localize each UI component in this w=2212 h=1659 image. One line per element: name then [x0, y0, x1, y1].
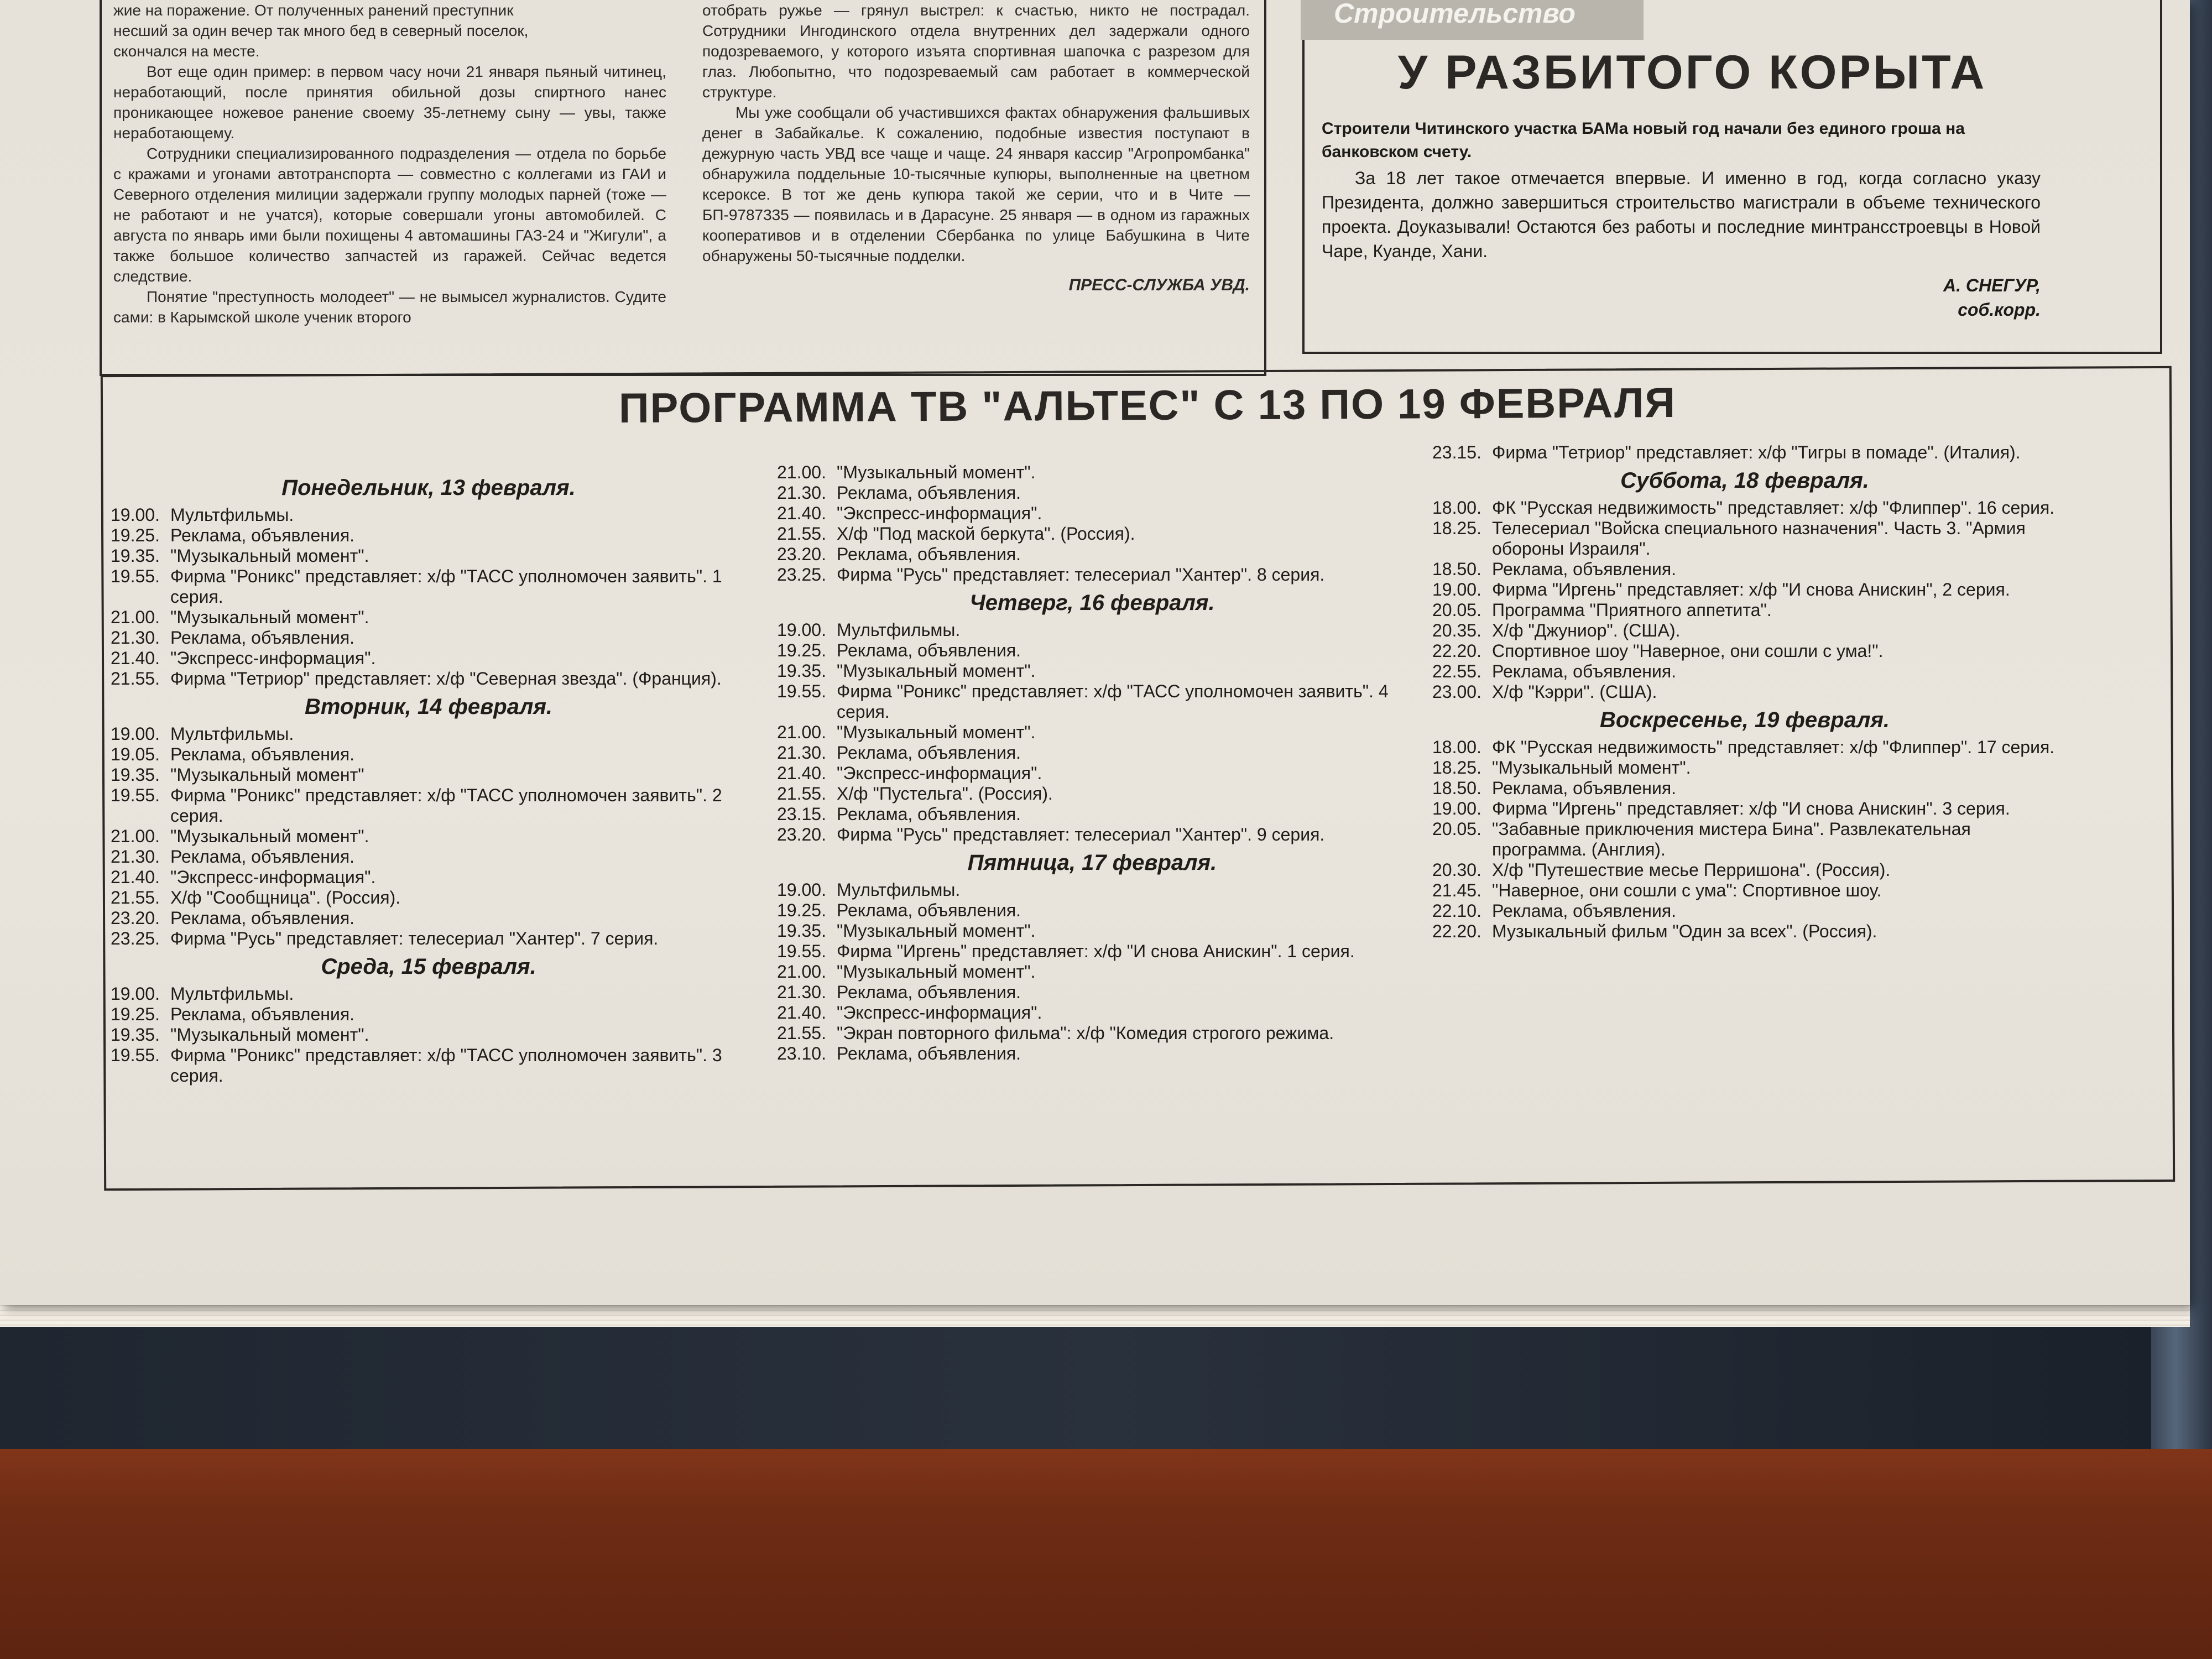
schedule-time: 23.15. — [1432, 442, 1481, 462]
schedule-time: 21.00. — [777, 462, 826, 482]
schedule-list — [111, 505, 747, 689]
schedule-description: "Забавные приключения мистера Бина". Развлекательная программа. (Англия). — [1492, 819, 1971, 859]
schedule-time: 22.20. — [1432, 921, 1481, 941]
schedule-description: Х/ф "Джуниор". (США). — [1492, 620, 1681, 640]
schedule-item — [1432, 758, 2057, 778]
schedule-item — [777, 483, 1407, 503]
day-sunday — [1432, 710, 2057, 942]
press-service-signature: ПРЕСС-СЛУЖБА УВД. — [1068, 276, 1250, 294]
tv-column-2 — [777, 462, 1407, 1064]
schedule-item — [1432, 641, 2057, 661]
schedule-description: Фирма "Тетриор" представляет: х/ф "Тигры в помаде". (Италия). — [1492, 442, 2021, 462]
schedule-item — [111, 847, 747, 867]
schedule-item — [777, 900, 1407, 921]
schedule-item — [777, 544, 1407, 565]
schedule-description: Х/ф "Пустельга". (Россия). — [837, 784, 1053, 804]
day-title: Вторник, 14 февраля. — [304, 695, 552, 719]
schedule-time: 23.20. — [777, 544, 826, 564]
schedule-time: 21.00. — [111, 607, 160, 627]
schedule-time: 19.00. — [111, 505, 160, 525]
article-lead: Строители Читинского участка БАМа новый год начали без единого гроша на банковском счету. — [1322, 119, 1965, 161]
schedule-time: 18.25. — [1432, 518, 1481, 538]
schedule-description: Х/ф "Кэрри". (США). — [1492, 682, 1657, 702]
schedule-description: Фирма "Роникс" представляет: х/ф "ТАСС уполномочен заявить". 3 серия. — [170, 1045, 722, 1086]
schedule-description: Реклама, объявления. — [837, 743, 1021, 763]
day-saturday — [1432, 468, 2057, 702]
schedule-time: 21.40. — [111, 648, 160, 668]
article-headline: У РАЗБИТОГО КОРЫТА — [1397, 46, 1987, 99]
schedule-description: Телесериал "Войска специального назначения". Часть 3. "Армия обороны Израиля". — [1492, 518, 2026, 559]
schedule-item — [777, 763, 1407, 784]
schedule-item — [777, 1044, 1407, 1064]
schedule-description: Фирма "Иргень" представляет: х/ф "И снова Анискин". 3 серия. — [1492, 799, 2010, 818]
schedule-item — [111, 724, 747, 744]
schedule-description: Х/ф "Под маской беркута". (Россия). — [837, 524, 1135, 544]
schedule-item — [777, 804, 1407, 825]
schedule-description: Реклама, объявления. — [170, 1004, 355, 1024]
schedule-time: 19.00. — [777, 620, 826, 640]
schedule-description: Реклама, объявления. — [170, 908, 355, 928]
schedule-item — [1432, 580, 2057, 600]
schedule-item — [777, 565, 1407, 585]
schedule-description: Мультфильмы. — [170, 724, 294, 744]
schedule-description: "Музыкальный момент". — [837, 921, 1036, 941]
schedule-description: Реклама, объявления. — [1492, 778, 1677, 798]
schedule-item — [111, 744, 747, 765]
schedule-item — [1432, 737, 2057, 758]
day-title: Четверг, 16 февраля. — [969, 591, 1215, 615]
day-thursday — [777, 593, 1407, 845]
schedule-item — [111, 1004, 747, 1025]
day-title: Понедельник, 13 февраля. — [281, 476, 576, 500]
author-name: А. СНЕГУР, — [1943, 275, 2041, 295]
schedule-item — [111, 826, 747, 847]
schedule-item — [1432, 819, 2057, 860]
schedule-list — [111, 724, 747, 949]
schedule-description: Реклама, объявления. — [837, 804, 1021, 824]
schedule-time: 20.35. — [1432, 620, 1481, 640]
schedule-time: 19.25. — [111, 1004, 160, 1024]
schedule-time: 20.30. — [1432, 860, 1481, 880]
schedule-description: Фирма "Русь" представляет: телесериал "Хантер". 9 серия. — [837, 825, 1325, 844]
schedule-time: 21.30. — [111, 628, 160, 648]
schedule-description: Реклама, объявления. — [837, 982, 1021, 1002]
schedule-time: 19.55. — [111, 566, 160, 586]
schedule-time: 23.20. — [777, 825, 826, 844]
schedule-time: 21.45. — [1432, 880, 1481, 900]
article-line: жие на поражение. От полученных ранений преступник — [113, 2, 514, 19]
schedule-time: 18.00. — [1432, 498, 1481, 518]
schedule-description: Фирма "Русь" представляет: телесериал "Хантер". 8 серия. — [837, 565, 1325, 585]
schedule-description: "Музыкальный момент". — [170, 546, 369, 566]
schedule-description: Фирма "Тетриор" представляет: х/ф "Северная звезда". (Франция). — [170, 669, 722, 688]
schedule-time: 23.25. — [111, 928, 160, 948]
schedule-description: Мультфильмы. — [837, 880, 961, 900]
schedule-list — [1432, 737, 2057, 942]
schedule-description: Программа "Приятного аппетита". — [1492, 600, 1772, 620]
schedule-item — [1432, 559, 2057, 580]
schedule-item — [777, 921, 1407, 941]
schedule-description: "Музыкальный момент". — [837, 462, 1036, 482]
schedule-item — [111, 669, 747, 689]
schedule-description: "Экспресс-информация". — [837, 1003, 1042, 1022]
article-paragraph: отобрать ружье — грянул выстрел: к счастью, никто не пострадал. Сотрудники Ингодинского отдела внутренних дел задержали одного подозреваемого, у которого изъята спортивная шапочка с разрезом для глаз. Любопытно, что подозреваемый сам работает в коммерческой структуре. — [702, 2, 1250, 101]
tv-column-1 — [111, 470, 747, 1086]
schedule-item — [111, 785, 747, 826]
schedule-description: Реклама, объявления. — [170, 847, 355, 867]
schedule-time: 21.30. — [777, 483, 826, 503]
schedule-item — [777, 1023, 1407, 1044]
schedule-time: 21.00. — [777, 722, 826, 742]
schedule-item — [1432, 661, 2057, 682]
article-paragraph: Сотрудники специализированного подразделения — отдела по борьбе с кражами и угонами автотранспорта — совместно с коллегами из ГАИ и Северного отделения милиции задержали группу молодых парней (тоже — не работают и не учатся), которые совершали угоны автомобилей. С августа по январь ими были похищены 4 автомашины ГАЗ-24 и "Жигули", а также большое количество запчастей из гаражей. Сейчас ведется следствие. — [113, 145, 666, 285]
schedule-time: 23.10. — [777, 1044, 826, 1063]
schedule-time: 19.25. — [777, 900, 826, 920]
schedule-time: 19.35. — [111, 1025, 160, 1045]
schedule-item — [1432, 921, 2057, 942]
schedule-time: 19.00. — [111, 984, 160, 1004]
schedule-description: "Музыкальный момент". — [837, 661, 1036, 681]
schedule-item — [777, 462, 1407, 483]
schedule-description: Фирма "Иргень" представляет: х/ф "И снова Анискин", 2 серия. — [1492, 580, 2010, 599]
schedule-item — [1432, 799, 2057, 819]
schedule-item — [111, 648, 747, 669]
day-wednesday — [111, 954, 747, 1086]
schedule-item — [777, 880, 1407, 900]
schedule-item — [777, 640, 1407, 661]
schedule-item — [777, 825, 1407, 845]
schedule-item — [111, 505, 747, 525]
schedule-description: Реклама, объявления. — [837, 483, 1021, 503]
schedule-item — [777, 982, 1407, 1003]
schedule-time: 19.35. — [777, 661, 826, 681]
schedule-description: Мультфильмы. — [170, 984, 294, 1004]
schedule-time: 21.40. — [111, 867, 160, 887]
schedule-time: 23.15. — [777, 804, 826, 824]
schedule-time: 19.00. — [1432, 799, 1481, 818]
schedule-time: 18.50. — [1432, 778, 1481, 798]
schedule-description: Фирма "Роникс" представляет: х/ф "ТАСС уполномочен заявить". 2 серия. — [170, 785, 722, 826]
article-paragraph: Понятие "преступность молодеет" — не вымысел журналистов. Судите сами: в Карымской школе ученик второго — [113, 288, 666, 326]
schedule-description: Мультфильмы. — [170, 505, 294, 525]
schedule-time: 19.55. — [111, 1045, 160, 1065]
schedule-time: 18.50. — [1432, 559, 1481, 579]
schedule-description: Мультфильмы. — [837, 620, 961, 640]
schedule-list — [1432, 498, 2057, 702]
schedule-time: 21.40. — [777, 763, 826, 783]
schedule-item — [777, 962, 1407, 982]
schedule-time: 19.25. — [777, 640, 826, 660]
table-surface — [0, 1416, 2212, 1659]
schedule-description: "Экран повторного фильма": х/ф "Комедия строгого режима. — [837, 1023, 1334, 1043]
day-title: Среда, 15 февраля. — [321, 954, 536, 979]
schedule-time: 21.40. — [777, 1003, 826, 1022]
schedule-description: Реклама, объявления. — [837, 900, 1021, 920]
schedule-item — [111, 984, 747, 1004]
schedule-item — [1432, 860, 2057, 880]
schedule-list — [777, 620, 1407, 845]
schedule-description: ФК "Русская недвижимость" представляет: х/ф "Флиппер". 17 серия. — [1492, 737, 2055, 757]
schedule-item — [1432, 498, 2057, 518]
schedule-description: "Наверное, они сошли с ума": Спортивное шоу. — [1492, 880, 1882, 900]
schedule-item — [1432, 442, 2057, 463]
schedule-item — [1432, 880, 2057, 901]
schedule-time: 19.35. — [777, 921, 826, 941]
schedule-item — [777, 722, 1407, 743]
schedule-item — [111, 1045, 747, 1086]
crime-article-right-column — [702, 0, 1250, 295]
schedule-description: "Музыкальный момент". — [170, 607, 369, 627]
schedule-description: Х/ф "Путешествие месье Перришона". (Россия). — [1492, 860, 1891, 880]
day-tuesday — [111, 697, 747, 949]
tv-program-title: ПРОГРАММА ТВ "АЛЬТЕС" С 13 ПО 19 ФЕВРАЛЯ — [618, 379, 1677, 432]
tv-column-3 — [1432, 442, 2057, 942]
schedule-item — [111, 566, 747, 607]
schedule-time: 21.30. — [777, 982, 826, 1002]
schedule-description: ФК "Русская недвижимость" представляет: х/ф "Флиппер". 16 серия. — [1492, 498, 2055, 518]
schedule-description: "Музыкальный момент". — [170, 826, 369, 846]
schedule-time: 21.55. — [111, 888, 160, 907]
schedule-time: 19.25. — [111, 525, 160, 545]
schedule-time: 20.05. — [1432, 819, 1481, 839]
schedule-item — [777, 661, 1407, 681]
article-paragraph: За 18 лет такое отмечается впервые. И именно в год, когда согласно указу Президента, должно завершиться строительство магистрали в объеме технического проекта. Доуказывали! Остаются без работы и последние минтрансстроевцы в Новой Чаре, Куанде, Хани. — [1322, 168, 2041, 261]
schedule-time: 21.55. — [111, 669, 160, 688]
schedule-time: 21.00. — [777, 962, 826, 982]
schedule-time: 22.10. — [1432, 901, 1481, 921]
schedule-time: 23.20. — [111, 908, 160, 928]
schedule-time: 21.55. — [777, 1023, 826, 1043]
schedule-item — [111, 888, 747, 908]
schedule-item — [1432, 620, 2057, 641]
schedule-description: Реклама, объявления. — [1492, 559, 1677, 579]
schedule-item — [777, 620, 1407, 640]
schedule-description: Фирма "Роникс" представляет: х/ф "ТАСС уполномочен заявить". 4 серия. — [837, 681, 1389, 722]
schedule-item — [1432, 682, 2057, 702]
schedule-description: "Музыкальный момент". — [170, 1025, 369, 1045]
schedule-description: Фирма "Русь" представляет: телесериал "Хантер". 7 серия. — [170, 928, 659, 948]
schedule-description: Х/ф "Сообщница". (Россия). — [170, 888, 401, 907]
article-paragraph: Вот еще один пример: в первом часу ночи 21 января пьяный читинец, неработающий, после принятия обильной дозы спиртного нанес проникающее ножевое ранение своему 35-летнему сыну — увы, также неработающему. — [113, 63, 666, 142]
schedule-time: 19.55. — [111, 785, 160, 805]
day-title: Воскресенье, 19 февраля. — [1599, 708, 1890, 732]
day-title: Суббота, 18 февраля. — [1620, 468, 1869, 493]
rubric-construction: Строительство — [1301, 0, 1644, 40]
schedule-time: 19.35. — [111, 765, 160, 785]
schedule-description: Фирма "Иргень" представляет: х/ф "И снова Анискин". 1 серия. — [837, 941, 1355, 961]
schedule-description: "Экспресс-информация". — [170, 867, 376, 887]
schedule-item — [1432, 518, 2057, 559]
schedule-description: Реклама, объявления. — [837, 640, 1021, 660]
schedule-item — [111, 525, 747, 546]
schedule-list — [777, 462, 1407, 585]
schedule-time: 19.55. — [777, 941, 826, 961]
schedule-description: Реклама, объявления. — [837, 544, 1021, 564]
crime-article-left-column — [113, 0, 666, 327]
schedule-description: Реклама, объявления. — [837, 1044, 1021, 1063]
schedule-time: 21.55. — [777, 784, 826, 804]
schedule-description: Спортивное шоу "Наверное, они сошли с ума!". — [1492, 641, 1884, 661]
schedule-description: "Музыкальный момент" — [170, 765, 364, 785]
schedule-item — [777, 681, 1407, 722]
schedule-list — [777, 880, 1407, 1064]
schedule-item — [1432, 778, 2057, 799]
schedule-time: 19.55. — [777, 681, 826, 701]
schedule-item — [111, 765, 747, 785]
schedule-time: 22.55. — [1432, 661, 1481, 681]
schedule-time: 21.40. — [777, 503, 826, 523]
day-title: Пятница, 17 февраля. — [967, 851, 1217, 875]
schedule-time: 19.00. — [1432, 580, 1481, 599]
schedule-description: Фирма "Роникс" представляет: х/ф "ТАСС уполномочен заявить". 1 серия. — [170, 566, 722, 607]
schedule-description: Реклама, объявления. — [1492, 901, 1677, 921]
day-monday — [111, 478, 747, 689]
schedule-item — [777, 503, 1407, 524]
schedule-time: 19.05. — [111, 744, 160, 764]
article-line: скончался на месте. — [113, 43, 260, 60]
schedule-time: 19.35. — [111, 546, 160, 566]
schedule-time: 21.30. — [777, 743, 826, 763]
schedule-time: 23.00. — [1432, 682, 1481, 702]
schedule-description: "Экспресс-информация". — [170, 648, 376, 668]
schedule-description: Реклама, объявления. — [170, 744, 355, 764]
author-role: соб.корр. — [1958, 300, 2041, 320]
construction-article-body — [1322, 166, 2041, 263]
schedule-item — [1432, 600, 2057, 620]
schedule-item — [111, 908, 747, 928]
schedule-description: "Экспресс-информация". — [837, 503, 1042, 523]
schedule-item — [1432, 901, 2057, 921]
schedule-item — [111, 1025, 747, 1045]
schedule-list — [1432, 442, 2057, 463]
schedule-item — [777, 1003, 1407, 1023]
schedule-item — [111, 628, 747, 648]
schedule-time: 18.00. — [1432, 737, 1481, 757]
schedule-description: "Музыкальный момент". — [837, 722, 1036, 742]
schedule-list — [111, 984, 747, 1086]
schedule-description: Музыкальный фильм "Один за всех". (Россия). — [1492, 921, 1877, 941]
schedule-time: 21.00. — [111, 826, 160, 846]
schedule-item — [777, 784, 1407, 804]
article-line: несший за один вечер так много бед в северный поселок, — [113, 22, 529, 39]
schedule-time: 18.25. — [1432, 758, 1481, 778]
schedule-time: 23.25. — [777, 565, 826, 585]
schedule-time: 20.05. — [1432, 600, 1481, 620]
schedule-description: Реклама, объявления. — [170, 628, 355, 648]
schedule-time: 19.00. — [777, 880, 826, 900]
day-friday — [777, 853, 1407, 1064]
schedule-description: "Музыкальный момент". — [837, 962, 1036, 982]
schedule-item — [777, 941, 1407, 962]
schedule-time: 21.55. — [777, 524, 826, 544]
schedule-item — [777, 524, 1407, 544]
schedule-item — [777, 743, 1407, 763]
schedule-description: Реклама, объявления. — [170, 525, 355, 545]
schedule-description: "Экспресс-информация". — [837, 763, 1042, 783]
schedule-item — [111, 867, 747, 888]
schedule-item — [111, 607, 747, 628]
schedule-item — [111, 928, 747, 949]
schedule-time: 22.20. — [1432, 641, 1481, 661]
schedule-description: Реклама, объявления. — [1492, 661, 1677, 681]
schedule-item — [111, 546, 747, 566]
schedule-description: "Музыкальный момент". — [1492, 758, 1691, 778]
schedule-time: 21.30. — [111, 847, 160, 867]
article-paragraph: Мы уже сообщали об участившихся фактах обнаружения фальшивых денег в Забайкалье. К сожалению, подобные известия поступают в дежурную часть УВД все чаще и чаще. 24 января кассир "Агропромбанка" обнаружила поддельные 10-тысячные купюры, выполненные на цветном ксероксе. В тот же день купюра такой же серии, что и в Чите — БП-9787335 — появилась и в Дарасуне. 25 января — в одном из гаражных кооперативов и в отделении Сбербанка по улице Бабушкина в Чите обнаружены 50-тысячные подделки. — [702, 104, 1250, 264]
schedule-time: 19.00. — [111, 724, 160, 744]
author-signature — [1825, 273, 2041, 322]
